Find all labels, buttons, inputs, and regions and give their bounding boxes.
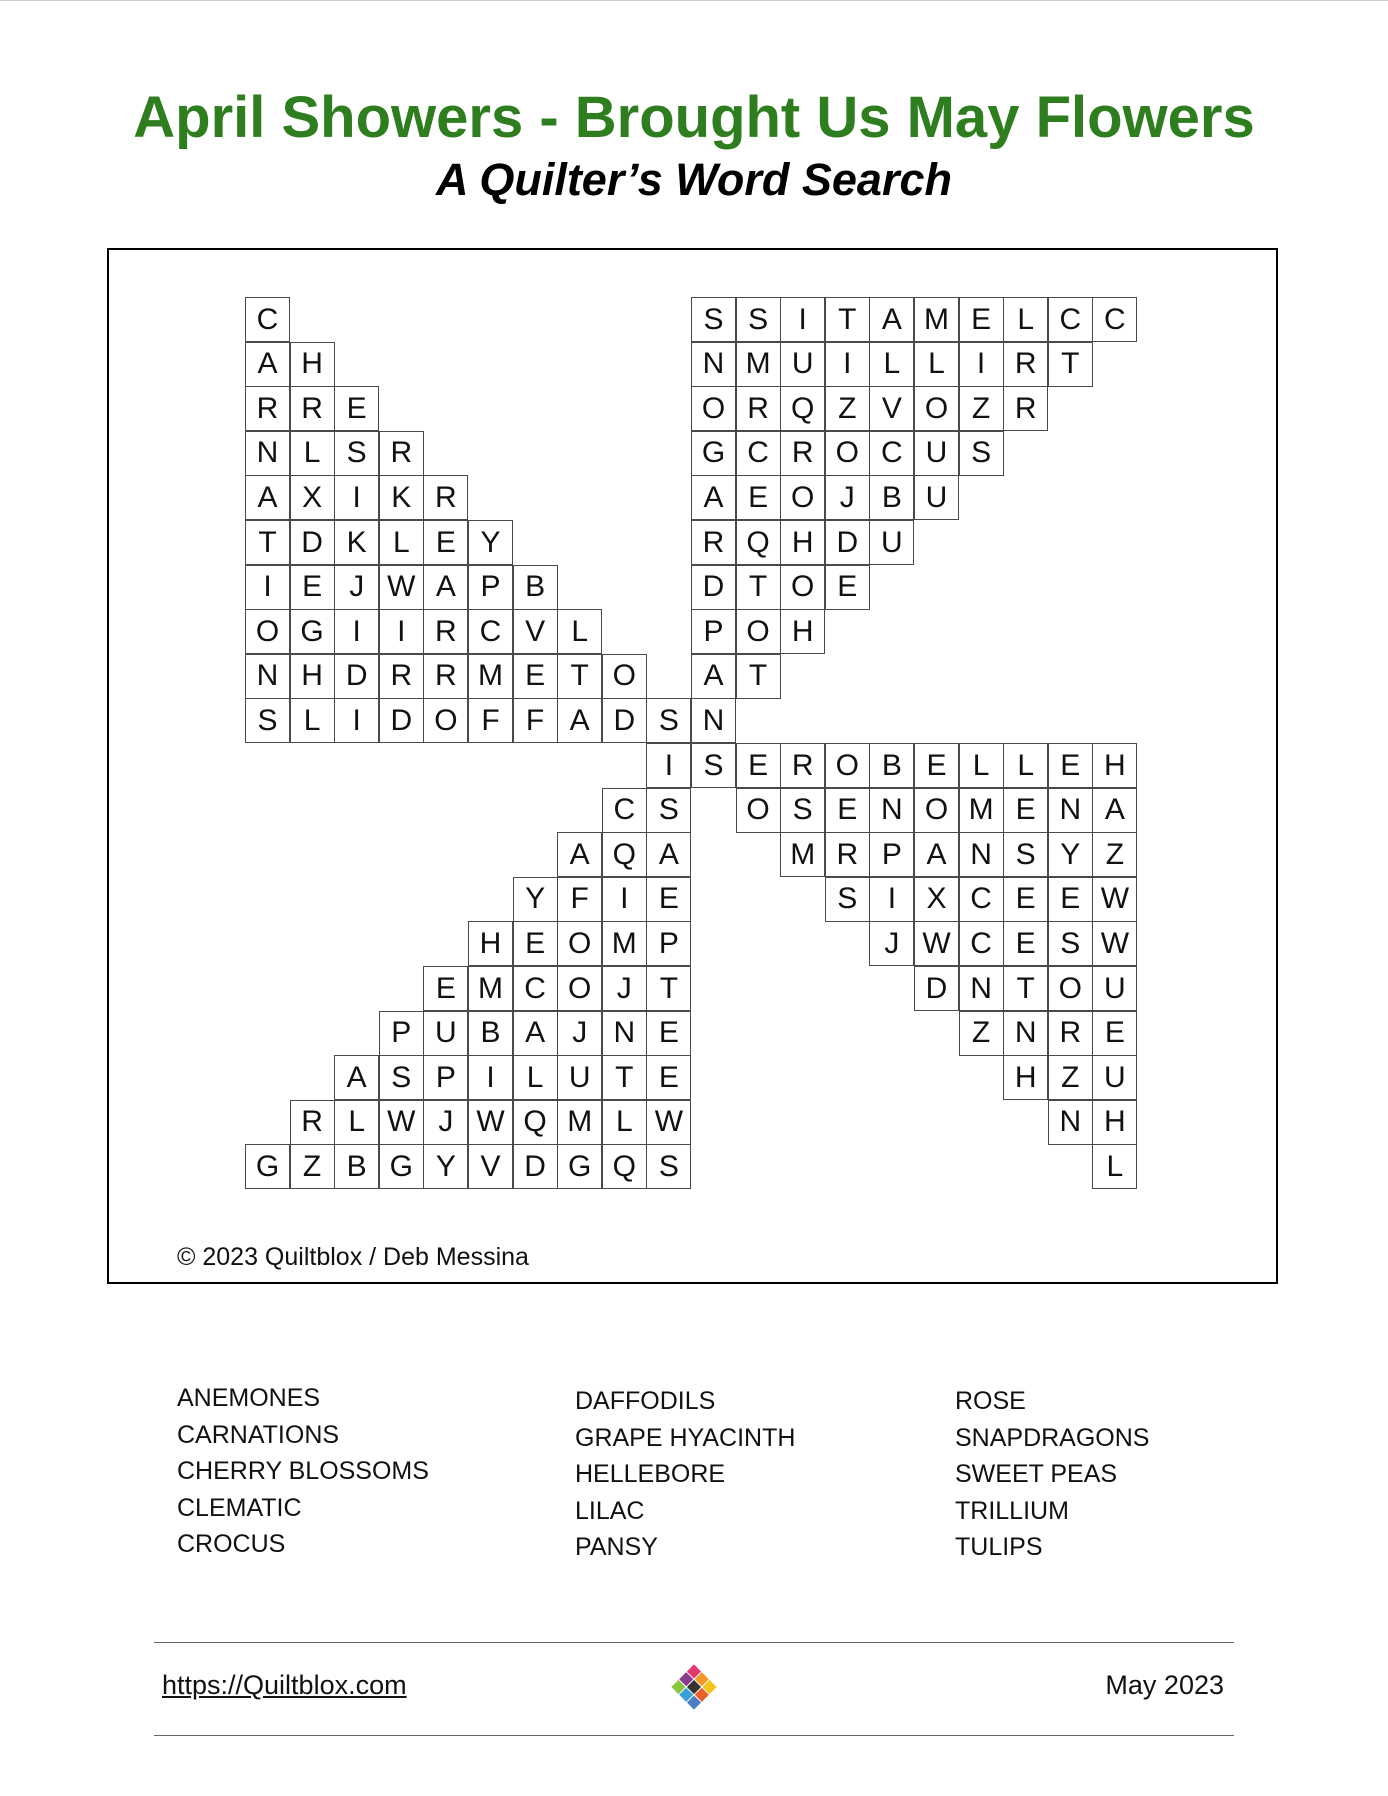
- grid-cell: E: [646, 877, 691, 922]
- grid-cell: A: [513, 1011, 558, 1056]
- grid-cell: L: [959, 743, 1004, 788]
- grid-cell: N: [959, 832, 1004, 877]
- word-list-item: SWEET PEAS: [955, 1460, 1118, 1488]
- grid-cell: I: [869, 877, 914, 922]
- grid-cell: N: [245, 431, 290, 476]
- grid-cell: A: [245, 475, 290, 520]
- grid-cell: S: [780, 788, 825, 833]
- grid-cell: O: [914, 386, 959, 431]
- grid-cell: S: [646, 1144, 691, 1189]
- grid-cell: P: [468, 565, 513, 610]
- grid-cell: O: [914, 788, 959, 833]
- grid-cell: R: [290, 386, 335, 431]
- grid-cell: C: [602, 788, 647, 833]
- grid-cell: E: [1003, 877, 1048, 922]
- word-list-column-2: [575, 1383, 795, 1566]
- grid-cell: A: [557, 832, 602, 877]
- grid-cell: T: [646, 966, 691, 1011]
- grid-cell: Z: [959, 386, 1004, 431]
- grid-cell: O: [602, 654, 647, 699]
- grid-cell: C: [1092, 297, 1137, 342]
- grid-cell: N: [245, 654, 290, 699]
- grid-cell: W: [379, 565, 424, 610]
- grid-cell: U: [780, 342, 825, 387]
- grid-cell: M: [468, 654, 513, 699]
- grid-cell: A: [914, 832, 959, 877]
- grid-cell: Z: [290, 1144, 335, 1189]
- publish-date: May 2023: [1105, 1670, 1224, 1700]
- grid-cell: R: [245, 386, 290, 431]
- grid-cell: E: [513, 921, 558, 966]
- grid-cell: M: [468, 966, 513, 1011]
- grid-cell: T: [245, 520, 290, 565]
- grid-cell: O: [780, 475, 825, 520]
- grid-cell: G: [691, 431, 736, 476]
- grid-cell: O: [780, 565, 825, 610]
- grid-cell: T: [1003, 966, 1048, 1011]
- grid-cell: J: [602, 966, 647, 1011]
- grid-cell: T: [557, 654, 602, 699]
- grid-cell: R: [780, 743, 825, 788]
- grid-cell: L: [1092, 1144, 1137, 1189]
- page-top-border: [0, 0, 1388, 1]
- grid-cell: I: [334, 475, 379, 520]
- grid-cell: O: [736, 609, 781, 654]
- grid-cell: E: [1003, 921, 1048, 966]
- grid-cell: W: [468, 1100, 513, 1145]
- word-list-item: LILAC: [575, 1496, 645, 1525]
- grid-cell: P: [379, 1011, 424, 1056]
- grid-cell: Y: [468, 520, 513, 565]
- footer-divider-top: [154, 1642, 1234, 1643]
- grid-cell: I: [602, 877, 647, 922]
- grid-cell: V: [513, 609, 558, 654]
- grid-cell: A: [334, 1055, 379, 1100]
- grid-cell: R: [1048, 1011, 1093, 1056]
- grid-cell: Q: [736, 520, 781, 565]
- grid-cell: U: [914, 431, 959, 476]
- word-list-column-1: [177, 1380, 429, 1563]
- grid-cell: E: [1003, 788, 1048, 833]
- quiltblox-link[interactable]: https://Quiltblox.com: [162, 1670, 407, 1700]
- grid-cell: E: [1048, 743, 1093, 788]
- grid-cell: A: [423, 565, 468, 610]
- grid-cell: T: [602, 1055, 647, 1100]
- grid-cell: H: [290, 654, 335, 699]
- grid-cell: Z: [959, 1011, 1004, 1056]
- grid-cell: D: [691, 565, 736, 610]
- grid-cell: A: [1092, 788, 1137, 833]
- grid-cell: O: [691, 386, 736, 431]
- grid-cell: N: [1048, 788, 1093, 833]
- grid-cell: H: [468, 921, 513, 966]
- grid-cell: Q: [513, 1100, 558, 1145]
- grid-cell: Q: [602, 1144, 647, 1189]
- grid-cell: Z: [1048, 1055, 1093, 1100]
- grid-cell: I: [780, 297, 825, 342]
- grid-cell: K: [334, 520, 379, 565]
- grid-cell: P: [691, 609, 736, 654]
- grid-cell: L: [290, 698, 335, 743]
- word-list-item: TULIPS: [955, 1533, 1043, 1561]
- grid-cell: R: [423, 654, 468, 699]
- grid-cell: A: [691, 475, 736, 520]
- grid-cell: Y: [423, 1144, 468, 1189]
- grid-cell: D: [914, 966, 959, 1011]
- grid-cell: H: [1092, 1100, 1137, 1145]
- word-list-column-3: [955, 1383, 1149, 1566]
- grid-cell: L: [1003, 297, 1048, 342]
- grid-cell: T: [1048, 342, 1093, 387]
- word-list-item: HELLEBORE: [575, 1460, 726, 1488]
- grid-cell: Z: [1092, 832, 1137, 877]
- grid-cell: B: [869, 743, 914, 788]
- grid-cell: X: [914, 877, 959, 922]
- grid-cell: K: [379, 475, 424, 520]
- grid-cell: N: [602, 1011, 647, 1056]
- grid-cell: I: [825, 342, 870, 387]
- grid-cell: J: [869, 921, 914, 966]
- grid-cell: M: [557, 1100, 602, 1145]
- grid-cell: C: [1048, 297, 1093, 342]
- grid-cell: L: [513, 1055, 558, 1100]
- grid-cell: U: [1092, 1055, 1137, 1100]
- grid-cell: S: [245, 698, 290, 743]
- grid-cell: V: [869, 386, 914, 431]
- grid-cell: H: [780, 609, 825, 654]
- grid-cell: E: [423, 520, 468, 565]
- grid-cell: U: [557, 1055, 602, 1100]
- grid-cell: D: [334, 654, 379, 699]
- grid-cell: D: [602, 698, 647, 743]
- grid-cell: O: [825, 431, 870, 476]
- grid-cell: Y: [513, 877, 558, 922]
- grid-cell: R: [1003, 342, 1048, 387]
- grid-cell: J: [423, 1100, 468, 1145]
- grid-cell: B: [334, 1144, 379, 1189]
- grid-cell: F: [468, 698, 513, 743]
- grid-cell: O: [825, 743, 870, 788]
- grid-cell: Y: [1048, 832, 1093, 877]
- grid-cell: R: [423, 609, 468, 654]
- grid-cell: E: [736, 475, 781, 520]
- grid-cell: L: [557, 609, 602, 654]
- grid-cell: S: [646, 698, 691, 743]
- grid-cell: C: [959, 921, 1004, 966]
- grid-cell: M: [959, 788, 1004, 833]
- grid-cell: W: [646, 1100, 691, 1145]
- grid-cell: W: [1092, 921, 1137, 966]
- grid-cell: E: [959, 297, 1004, 342]
- grid-cell: O: [557, 966, 602, 1011]
- grid-cell: P: [869, 832, 914, 877]
- grid-cell: C: [513, 966, 558, 1011]
- grid-cell: C: [869, 431, 914, 476]
- grid-cell: I: [334, 609, 379, 654]
- grid-cell: R: [1003, 386, 1048, 431]
- grid-cell: J: [825, 475, 870, 520]
- word-list-item: SNAPDRAGONS: [955, 1423, 1150, 1452]
- word-list-item: ANEMONES: [177, 1384, 321, 1412]
- grid-cell: H: [1003, 1055, 1048, 1100]
- word-list-item: CROCUS: [177, 1530, 286, 1558]
- page-title: April Showers - Brought Us May Flowers: [133, 85, 1255, 150]
- word-list-item: ROSE: [955, 1387, 1026, 1415]
- grid-cell: C: [468, 609, 513, 654]
- grid-cell: E: [334, 386, 379, 431]
- grid-cell: Q: [780, 386, 825, 431]
- grid-cell: I: [245, 565, 290, 610]
- grid-cell: D: [513, 1144, 558, 1189]
- grid-cell: E: [646, 1055, 691, 1100]
- grid-cell: C: [959, 877, 1004, 922]
- grid-cell: E: [513, 654, 558, 699]
- grid-cell: E: [736, 743, 781, 788]
- grid-cell: M: [602, 921, 647, 966]
- grid-cell: J: [334, 565, 379, 610]
- grid-cell: R: [379, 431, 424, 476]
- grid-cell: N: [869, 788, 914, 833]
- word-list-item: PANSY: [575, 1533, 658, 1561]
- grid-cell: E: [646, 1011, 691, 1056]
- grid-cell: H: [290, 342, 335, 387]
- grid-cell: R: [379, 654, 424, 699]
- grid-cell: W: [1092, 877, 1137, 922]
- grid-cell: L: [914, 342, 959, 387]
- grid-cell: S: [959, 431, 1004, 476]
- word-list-item: CHERRY BLOSSOMS: [177, 1457, 429, 1485]
- grid-cell: G: [290, 609, 335, 654]
- word-list-item: DAFFODILS: [575, 1387, 716, 1415]
- grid-cell: R: [290, 1100, 335, 1145]
- grid-cell: O: [245, 609, 290, 654]
- grid-cell: L: [1003, 743, 1048, 788]
- grid-cell: I: [379, 609, 424, 654]
- grid-cell: N: [1003, 1011, 1048, 1056]
- grid-cell: F: [513, 698, 558, 743]
- grid-cell: N: [959, 966, 1004, 1011]
- grid-cell: X: [290, 475, 335, 520]
- grid-cell: E: [423, 966, 468, 1011]
- page-subtitle: A Quilter’s Word Search: [436, 154, 952, 205]
- grid-cell: S: [691, 297, 736, 342]
- grid-cell: M: [914, 297, 959, 342]
- grid-cell: U: [869, 520, 914, 565]
- grid-cell: V: [468, 1144, 513, 1189]
- grid-cell: R: [691, 520, 736, 565]
- grid-cell: A: [691, 654, 736, 699]
- grid-cell: Q: [602, 832, 647, 877]
- grid-cell: L: [290, 431, 335, 476]
- grid-cell: B: [468, 1011, 513, 1056]
- grid-cell: A: [557, 698, 602, 743]
- grid-cell: O: [1048, 966, 1093, 1011]
- grid-cell: U: [423, 1011, 468, 1056]
- grid-cell: L: [869, 342, 914, 387]
- grid-cell: U: [1092, 966, 1137, 1011]
- grid-cell: P: [646, 921, 691, 966]
- grid-cell: L: [379, 520, 424, 565]
- grid-cell: A: [646, 832, 691, 877]
- grid-cell: D: [825, 520, 870, 565]
- grid-cell: J: [557, 1011, 602, 1056]
- grid-cell: L: [334, 1100, 379, 1145]
- grid-cell: A: [869, 297, 914, 342]
- grid-cell: E: [290, 565, 335, 610]
- grid-cell: D: [290, 520, 335, 565]
- grid-cell: N: [691, 698, 736, 743]
- grid-cell: E: [825, 565, 870, 610]
- grid-cell: S: [379, 1055, 424, 1100]
- grid-cell: I: [468, 1055, 513, 1100]
- grid-cell: G: [557, 1144, 602, 1189]
- copyright-text: © 2023 Quiltblox / Deb Messina: [177, 1243, 529, 1271]
- grid-cell: S: [646, 788, 691, 833]
- footer-divider-bottom: [154, 1735, 1234, 1736]
- grid-cell: P: [423, 1055, 468, 1100]
- grid-cell: D: [379, 698, 424, 743]
- grid-cell: R: [736, 386, 781, 431]
- grid-cell: N: [1048, 1100, 1093, 1145]
- grid-cell: H: [1092, 743, 1137, 788]
- grid-cell: R: [423, 475, 468, 520]
- grid-cell: S: [1003, 832, 1048, 877]
- grid-cell: E: [914, 743, 959, 788]
- grid-cell: A: [245, 342, 290, 387]
- grid-cell: G: [245, 1144, 290, 1189]
- grid-cell: O: [423, 698, 468, 743]
- grid-cell: C: [245, 297, 290, 342]
- grid-cell: B: [869, 475, 914, 520]
- grid-cell: C: [736, 431, 781, 476]
- quiltblox-logo-icon: [664, 1657, 724, 1717]
- grid-cell: S: [736, 297, 781, 342]
- grid-cell: S: [334, 431, 379, 476]
- grid-cell: M: [780, 832, 825, 877]
- grid-cell: M: [736, 342, 781, 387]
- grid-cell: B: [513, 565, 558, 610]
- grid-cell: E: [825, 788, 870, 833]
- grid-cell: N: [691, 342, 736, 387]
- puzzle-frame: [107, 248, 1278, 1284]
- grid-cell: G: [379, 1144, 424, 1189]
- grid-cell: O: [557, 921, 602, 966]
- grid-cell: W: [914, 921, 959, 966]
- word-list-item: CLEMATIC: [177, 1493, 302, 1522]
- grid-cell: I: [334, 698, 379, 743]
- grid-cell: I: [646, 743, 691, 788]
- grid-cell: H: [780, 520, 825, 565]
- grid-cell: E: [1048, 877, 1093, 922]
- grid-cell: T: [736, 565, 781, 610]
- grid-cell: S: [825, 877, 870, 922]
- grid-cell: T: [825, 297, 870, 342]
- word-list-item: GRAPE HYACINTH: [575, 1423, 796, 1452]
- grid-cell: W: [379, 1100, 424, 1145]
- grid-cell: R: [780, 431, 825, 476]
- grid-cell: R: [825, 832, 870, 877]
- grid-cell: I: [959, 342, 1004, 387]
- grid-cell: E: [1092, 1011, 1137, 1056]
- grid-cell: F: [557, 877, 602, 922]
- grid-cell: S: [691, 743, 736, 788]
- grid-cell: O: [736, 788, 781, 833]
- grid-cell: T: [736, 654, 781, 699]
- word-list-item: CARNATIONS: [177, 1420, 340, 1449]
- grid-cell: L: [602, 1100, 647, 1145]
- grid-cell: U: [914, 475, 959, 520]
- grid-cell: Z: [825, 386, 870, 431]
- grid-cell: S: [1048, 921, 1093, 966]
- word-list-item: TRILLIUM: [955, 1496, 1069, 1525]
